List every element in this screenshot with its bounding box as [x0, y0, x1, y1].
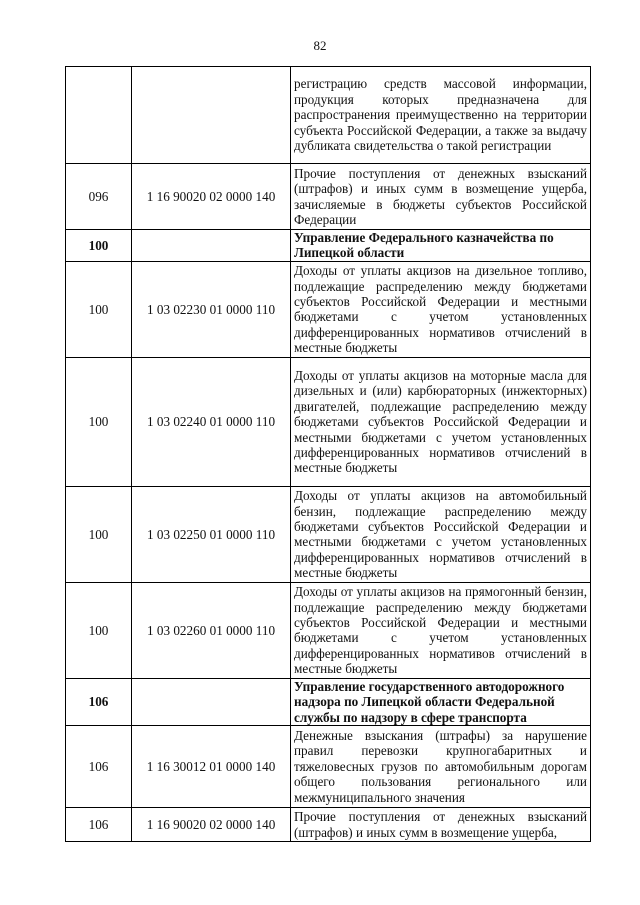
budget-code-cell: [132, 230, 291, 262]
table-row: [66, 164, 591, 230]
page-number: 82: [313, 38, 327, 53]
revenue-codes-table: [65, 66, 591, 842]
budget-code-cell: 1 03 02230 01 0000 110: [132, 261, 291, 357]
budget-code-cell: 1 03 02250 01 0000 110: [132, 486, 291, 582]
admin-code-cell: 100: [66, 486, 132, 582]
revenue-name-cell: Прочие поступления от денежных взысканий (штрафов) и иных сумм в возмещение ущерба,: [291, 808, 591, 842]
revenue-name-cell: Доходы от уплаты акцизов на прямогонный бензин, подлежащие распределению между бюджетами субъектов Российской Федерации и местными бюджетами с учетом установленных дифференцированных нормативов отчислений в местные бюджеты: [291, 582, 591, 678]
revenue-name-cell: Денежные взыскания (штрафы) за нарушение правил перевозки крупногабаритных и тяжеловесных грузов по автомобильным дорогам общего пользования регионального или межмуниципального значения: [291, 726, 591, 808]
admin-code-cell: 100: [66, 582, 132, 678]
admin-code-cell: 100: [66, 230, 132, 262]
budget-code-cell: 1 03 02260 01 0000 110: [132, 582, 291, 678]
table-row: [66, 582, 591, 678]
admin-code-cell: 096: [66, 164, 132, 230]
admin-code-cell: 106: [66, 726, 132, 808]
revenue-name-cell: Доходы от уплаты акцизов на дизельное топливо, подлежащие распределению между бюджетами субъектов Российской Федерации и местными бюджетами с учетом установленных дифференцированных нормативов отчислений в местные бюджеты: [291, 261, 591, 357]
table-section-header-row: [66, 230, 591, 262]
admin-code-cell: 100: [66, 261, 132, 357]
budget-code-cell: 1 16 90020 02 0000 140: [132, 808, 291, 842]
table-row: [66, 261, 591, 357]
table-section-header-row: [66, 678, 591, 725]
admin-code-cell: 106: [66, 808, 132, 842]
admin-code-cell: [66, 67, 132, 164]
budget-code-cell: 1 16 90020 02 0000 140: [132, 164, 291, 230]
budget-code-cell: [132, 67, 291, 164]
table-row: [66, 808, 591, 842]
budget-code-cell: 1 03 02240 01 0000 110: [132, 357, 291, 486]
table-row: [66, 486, 591, 582]
revenue-name-cell: Прочие поступления от денежных взысканий (штрафов) и иных сумм в возмещение ущерба, зачисляемые в бюджеты субъектов Российской Федерации: [291, 164, 591, 230]
table-row: [66, 67, 591, 164]
table-row: [66, 357, 591, 486]
section-title-cell: Управление государственного автодорожного надзора по Липецкой области Федеральной службы по надзору в сфере транспорта: [291, 678, 591, 725]
revenue-name-cell: регистрацию средств массовой информации, продукция которых предназначена для распространения преимущественно на территории субъекта Российской Федерации, а также за выдачу дубликата свидетельства о такой регистрации: [291, 67, 591, 164]
revenue-name-cell: Доходы от уплаты акцизов на автомобильный бензин, подлежащие распределению между бюджетами субъектов Российской Федерации и местными бюджетами с учетом установленных дифференцированных нормативов отчислений в местные бюджеты: [291, 486, 591, 582]
revenue-name-cell: Доходы от уплаты акцизов на моторные масла для дизельных и (или) карбюраторных (инжекторных) двигателей, подлежащие распределению между бюджетами субъектов Российской Федерации и местными бюджетами с учетом установленных дифференцированных нормативов отчислений в местные бюджеты: [291, 357, 591, 486]
section-title-cell: Управление Федерального казначейства по Липецкой области: [291, 230, 591, 262]
budget-code-cell: 1 16 30012 01 0000 140: [132, 726, 291, 808]
budget-code-cell: [132, 678, 291, 725]
admin-code-cell: 106: [66, 678, 132, 725]
admin-code-cell: 100: [66, 357, 132, 486]
table-row: [66, 726, 591, 808]
